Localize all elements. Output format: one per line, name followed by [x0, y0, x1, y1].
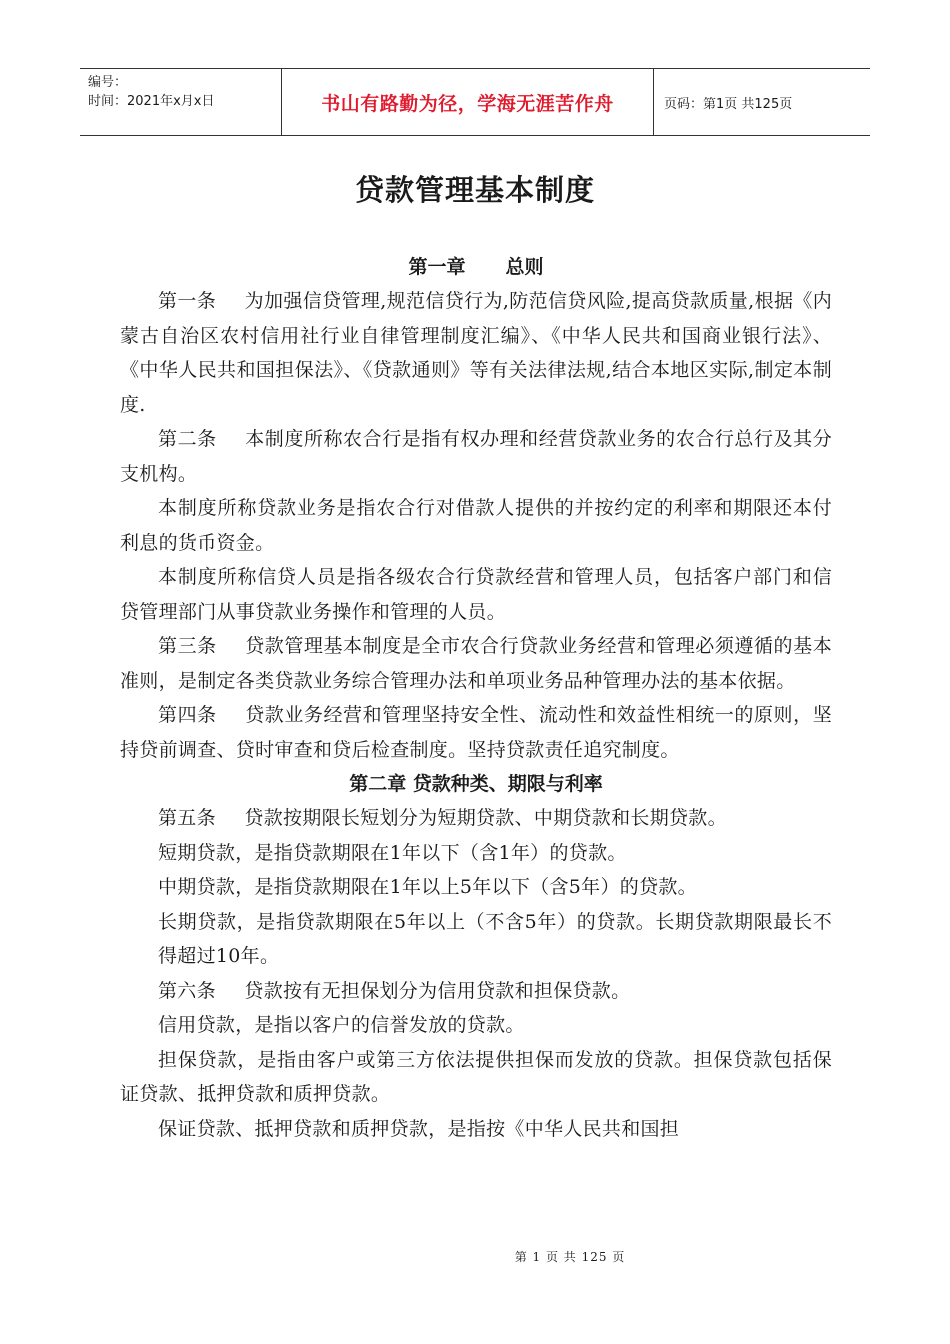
article-number: 第六条 — [158, 979, 216, 1002]
paragraph-text: 贷款业务经营和管理坚持安全性、流动性和效益性相统一的原则，坚持贷前调查、贷时审查和贷后检查制度。坚持贷款责任追究制度。 — [120, 704, 832, 761]
paragraph-text: 贷款管理基本制度是全市农合行贷款业务经营和管理必须遵循的基本准则，是制定各类贷款业务综合管理办法和单项业务品种管理办法的基本依据。 — [120, 635, 832, 692]
article-paragraph — [120, 698, 832, 767]
article-number: 第四条 — [158, 704, 217, 726]
chapter-heading-1 — [120, 250, 832, 284]
article-paragraph — [120, 974, 832, 1009]
article-number: 第二条 — [158, 428, 217, 450]
article-paragraph — [120, 284, 832, 422]
document-body — [120, 250, 832, 1146]
chapter-name: 总则 — [505, 256, 544, 278]
paragraph: 担保贷款，是指由客户或第三方依法提供担保而发放的贷款。担保贷款包括保证贷款、抵押贷款和质押贷款。 — [120, 1048, 832, 1105]
document-number: 编号： — [88, 75, 128, 90]
paragraph: 短期贷款，是指贷款期限在1年以下（含1年）的贷款。 — [158, 841, 627, 864]
document-title: 贷款管理基本制度 — [354, 173, 595, 207]
paragraph: 信用贷款，是指以客户的信誉发放的贷款。 — [158, 1014, 525, 1036]
header-meta — [80, 69, 282, 135]
page-header — [80, 68, 870, 136]
page-footer: 第 1 页 共 125 页 — [514, 1250, 626, 1264]
paragraph: 中期贷款，是指贷款期限在1年以上5年以下（含5年）的贷款。 — [158, 876, 697, 898]
paragraph-text: 贷款按有无担保划分为信用贷款和担保贷款。 — [244, 979, 631, 1002]
header-motto: 书山有路勤为径，学海无涯苦作舟 — [282, 69, 654, 135]
article-paragraph — [120, 422, 832, 491]
paragraph: 本制度所称贷款业务是指农合行对借款人提供的并按约定的利率和期限还本付利息的货币资金。 — [120, 497, 832, 554]
article-paragraph — [120, 629, 832, 698]
article-number: 第三条 — [158, 635, 217, 657]
chapter-heading-2: 第二章 贷款种类、期限与利率 — [349, 773, 603, 795]
article-number: 第一条 — [158, 290, 217, 312]
document-time: 时间：2021年x月x日 — [88, 94, 215, 109]
chapter-number: 第一章 — [408, 256, 466, 278]
paragraph-text: 为加强信贷管理,规范信贷行为,防范信贷风险,提高贷款质量,根据《内蒙古自治区农村信用社行业自律管理制度汇编》、《中华人民共和国商业银行法》、《中华人民共和国担保法》、《贷款通则》等有关法律法规,结合本地区实际,制定本制度. — [120, 290, 832, 416]
header-page-info: 页码：第1页 共125页 — [664, 96, 793, 112]
paragraph: 长期贷款，是指贷款期限在5年以上（不含5年）的贷款。长期贷款期限最长不得超过10年。 — [158, 910, 832, 967]
paragraph-text: 本制度所称农合行是指有权办理和经营贷款业务的农合行总行及其分支机构。 — [120, 428, 832, 485]
paragraph: 本制度所称信贷人员是指各级农合行贷款经营和管理人员，包括客户部门和信贷管理部门从事贷款业务操作和管理的人员。 — [120, 566, 832, 623]
article-number: 第五条 — [158, 807, 216, 829]
article-paragraph — [120, 801, 832, 836]
paragraph: 保证贷款、抵押贷款和质押贷款，是指按《中华人民共和国担 — [158, 1117, 680, 1140]
paragraph-text: 贷款按期限长短划分为短期贷款、中期贷款和长期贷款。 — [244, 807, 727, 829]
